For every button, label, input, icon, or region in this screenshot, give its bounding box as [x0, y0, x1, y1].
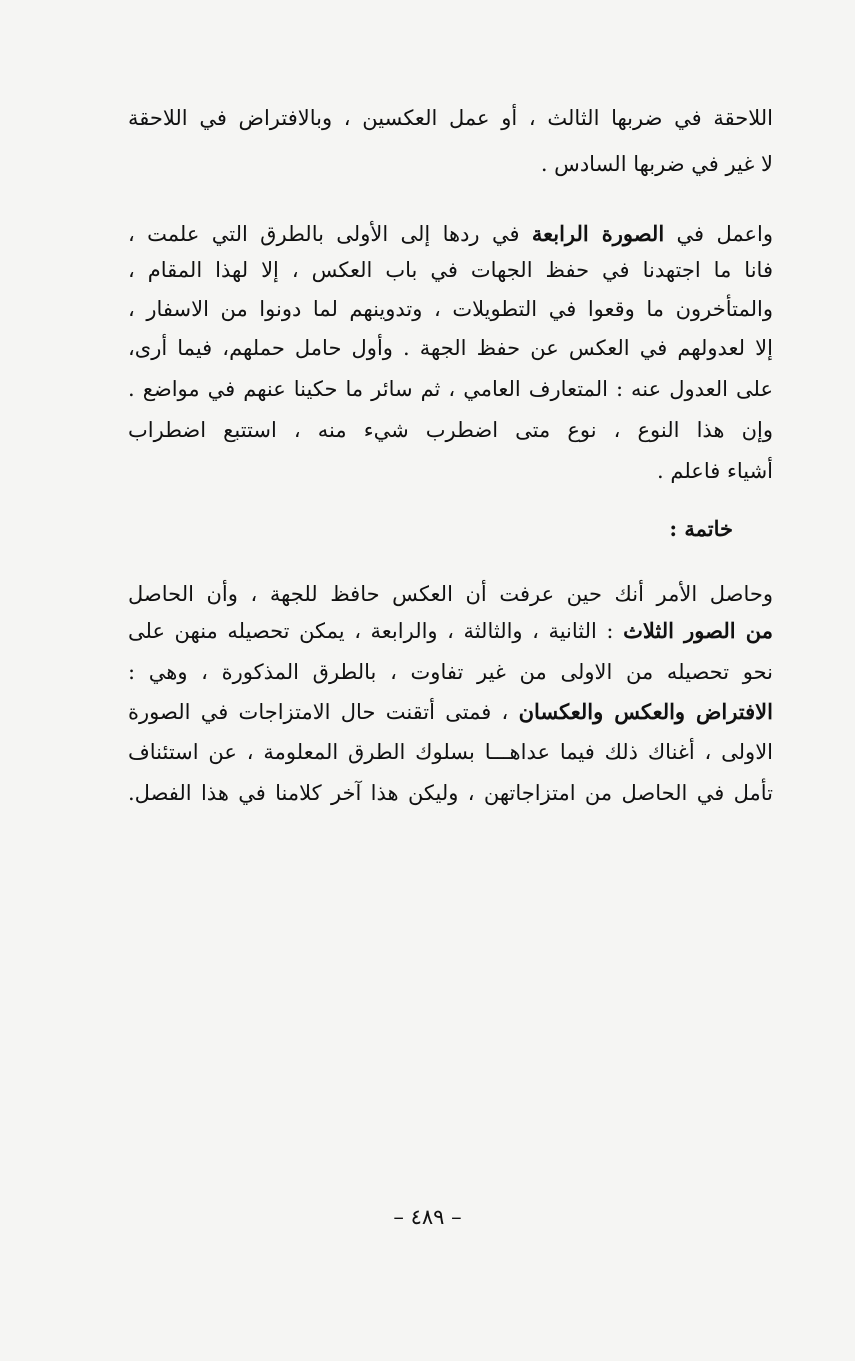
paragraph-3-line-5: الاولى ، أغناك ذلك فيما عداهـــا بسلوك الطرق المعلومة ، عن استئناف — [128, 740, 773, 764]
paragraph-1-line-2: لا غير في ضربها السادس . — [540, 152, 773, 176]
paragraph-3-line-2 — [128, 617, 773, 645]
section-heading-conclusion: خاتمة : — [669, 516, 733, 541]
paragraph-3-line-1: وحاصل الأمر أنك حين عرفت أن العكس حافظ للجهة ، وأن الحاصل — [128, 582, 773, 606]
paragraph-3-line-4 — [128, 698, 773, 726]
paragraph-2-line-5: على العدول عنه : المتعارف العامي ، ثم سائر ما حكينا عنهم في مواضع . — [128, 377, 773, 401]
paragraph-3-line-2-rest: : الثانية ، والثالثة ، والرابعة ، يمكن تحصيله منهن على — [128, 619, 624, 643]
paragraph-2-line-7: أشياء فاعلم . — [657, 459, 773, 483]
paragraph-1-line-1: اللاحقة في ضربها الثالث ، أو عمل العكسين ، وبالافتراض في اللاحقة — [128, 106, 773, 130]
paragraph-2-line-3: والمتأخرون ما وقعوا في التطويلات ، وتدوينهم لما دونوا من الاسفار ، — [128, 297, 773, 321]
paragraph-2-line-2: فانا ما اجتهدنا في حفظ الجهات في باب العكس ، إلا لهذا المقام ، — [128, 258, 773, 282]
emphasis-three-figures: من الصور الثلاث — [623, 618, 773, 643]
paragraph-2-line-1-start: واعمل في — [664, 222, 773, 246]
page-number: – ٤٨٩ – — [393, 1205, 462, 1229]
paragraph-2-line-6: وإن هذا النوع ، نوع متى اضطرب شيء منه ، استتبع اضطراب — [128, 418, 773, 442]
paragraph-3-line-4-rest: ، فمتى أتقنت حال الامتزاجات في الصورة — [128, 700, 519, 724]
emphasis-methods: الافتراض والعكس والعكسان — [518, 699, 773, 724]
paragraph-3-line-6: تأمل في الحاصل من امتزاجاتهن ، وليكن هذا آخر كلامنا في هذا الفصل. — [128, 781, 773, 805]
paragraph-2-line-1-end: في ردها إلى الأولى بالطرق التي علمت ، — [128, 222, 532, 246]
paragraph-2-line-4: إلا لعدولهم في العكس عن حفظ الجهة . وأول حامل حملهم، فيما أرى، — [128, 336, 773, 360]
paragraph-3-line-3: نحو تحصيله من الاولى من غير تفاوت ، بالطرق المذكورة ، وهي : — [128, 660, 773, 684]
emphasis-fourth-figure: الصورة الرابعة — [531, 221, 665, 246]
paragraph-2-line-1 — [128, 220, 773, 248]
